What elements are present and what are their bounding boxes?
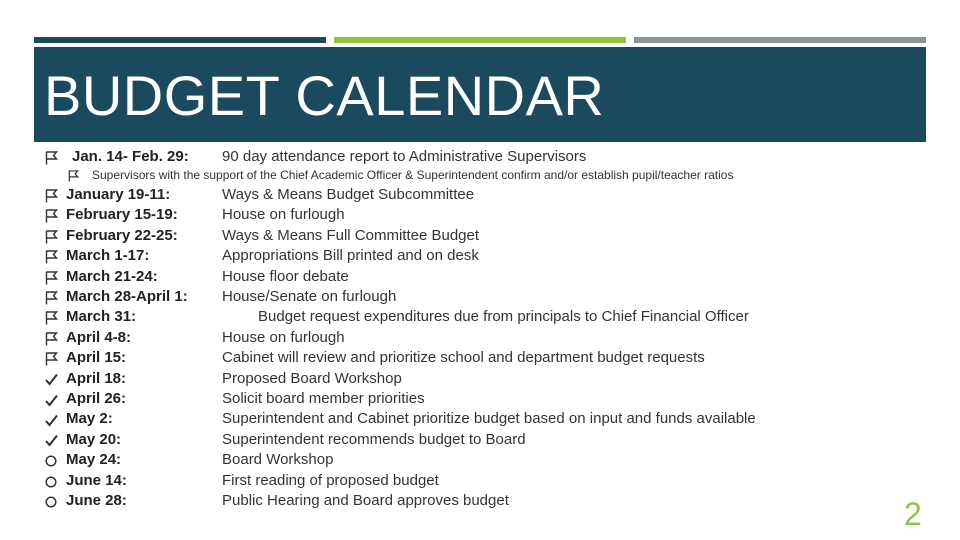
item-description: House on furlough <box>222 206 345 224</box>
item-description: Ways & Means Budget Subcommittee <box>222 186 475 203</box>
item-date: March 28-April 1: <box>66 288 188 305</box>
item-description: 90 day attendance report to Administrative Supervisors <box>222 148 587 165</box>
item-date: February 22-25: <box>66 226 178 244</box>
checkmark-icon <box>44 433 58 449</box>
item-description: Appropriations Bill printed and on desk <box>222 247 479 265</box>
item-date: March 31: <box>66 308 137 326</box>
item-date: March 1-17: <box>66 247 150 265</box>
item-date: April 26: <box>66 390 127 407</box>
flag-icon <box>44 150 58 166</box>
accent-bar-green <box>334 37 626 43</box>
item-date: April 4-8: <box>66 328 132 346</box>
item-date: February 15-19: <box>66 206 178 224</box>
circle-icon <box>44 494 58 510</box>
checkmark-icon <box>44 392 58 408</box>
item-description: Superintendent recommends budget to Board <box>222 430 526 448</box>
flag-icon <box>44 188 58 204</box>
flag-icon <box>44 229 58 245</box>
flag-icon <box>44 290 58 306</box>
item-date: Jan. 14- Feb. 29: <box>72 148 189 165</box>
item-description: Budget request expenditures due from principals to Chief Financial Officer <box>258 308 749 326</box>
item-date: April 18: <box>66 369 127 387</box>
item-date: May 24: <box>66 451 122 469</box>
item-description: House/Senate on furlough <box>222 288 397 305</box>
circle-icon <box>44 453 58 469</box>
item-description: Superintendent and Cabinet prioritize budget based on input and funds available <box>222 410 756 428</box>
accent-bar-navy <box>34 37 326 43</box>
item-date: May 20: <box>66 430 122 448</box>
item-date: June 14: <box>66 471 127 489</box>
flag-icon <box>44 249 58 265</box>
page-number: 2 <box>904 496 922 532</box>
item-description: House floor debate <box>222 267 349 285</box>
checkmark-icon <box>44 412 58 428</box>
sub-item-text: Supervisors with the support of the Chief Academic Officer & Superintendent confirm and/or establish pupil/teacher ratios <box>92 168 734 182</box>
item-description: First reading of proposed budget <box>222 471 439 489</box>
flag-icon <box>44 270 58 286</box>
accent-bar-gray <box>634 37 926 43</box>
flag-icon <box>44 310 58 326</box>
checkmark-icon <box>44 372 58 388</box>
item-description: Public Hearing and Board approves budget <box>222 492 509 509</box>
item-date: March 21-24: <box>66 267 158 285</box>
item-date: April 15: <box>66 349 127 367</box>
slide-title: BUDGET CALENDAR <box>44 64 605 127</box>
item-description: House on furlough <box>222 328 345 346</box>
item-date: May 2: <box>66 410 113 428</box>
flag-icon <box>44 208 58 224</box>
item-description: Ways & Means Full Committee Budget <box>222 226 480 244</box>
item-date: January 19-11: <box>66 186 171 203</box>
flag-icon <box>44 331 58 347</box>
item-description: Proposed Board Workshop <box>222 369 402 387</box>
title-band <box>34 47 926 142</box>
item-description: Solicit board member priorities <box>222 390 425 407</box>
flag-icon <box>68 169 80 183</box>
item-description: Cabinet will review and prioritize school and department budget requests <box>222 349 705 367</box>
circle-icon <box>44 474 58 490</box>
flag-icon <box>44 351 58 367</box>
item-date: June 28: <box>66 492 127 509</box>
item-description: Board Workshop <box>222 451 334 469</box>
